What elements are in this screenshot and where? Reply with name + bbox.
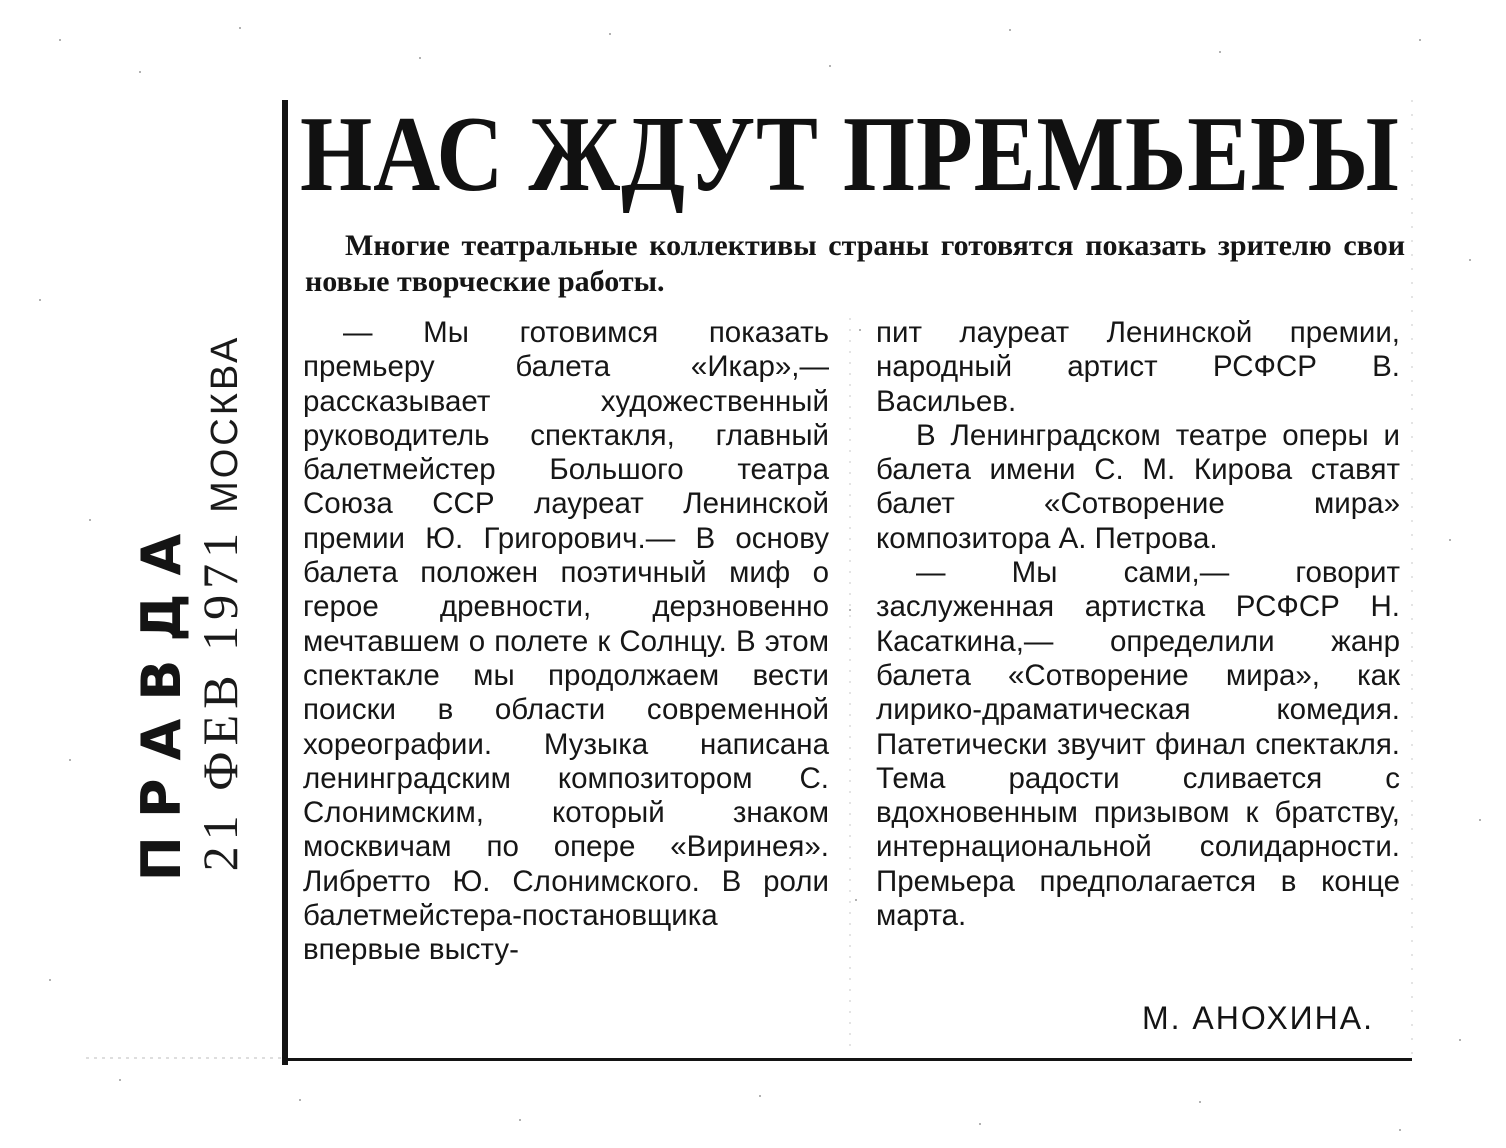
article-column-left — [303, 316, 829, 968]
stamp-newspaper-name: ПРАВДА — [130, 515, 193, 882]
clipping-left-rule — [282, 100, 288, 1065]
stamp-city: МОСКВА — [204, 334, 246, 513]
paragraph: пит лауреат Ленинской премии, народный артист РСФСР В. Васильев. — [876, 316, 1400, 418]
article-headline: НАС ЖДУТ ПРЕМЬЕРЫ — [300, 95, 1400, 214]
clipping-bottom-rule — [282, 1058, 1412, 1061]
article-column-right — [876, 316, 1400, 933]
stamp-date-line — [192, 334, 248, 882]
author-signature: М. АНОХИНА. — [1141, 1000, 1374, 1036]
paragraph: — Мы сами,— говорит заслуженная артистка РСФСР Н. Касаткина,— определили жанр балета «Сотворение мира», как лирико-драматическая комедия. Патетически звучит финал спектакля. Тема радости сливается с вдохновенным призывом к братству, интернациональной солидарности. Премьера предполагается в конце марта. — [876, 556, 1400, 933]
article-lead: Многие театральные коллективы страны готовятся показать зрителю свои новые творческие работы. — [305, 229, 1405, 298]
stamp-date: 21 ФЕВ 1971 — [192, 526, 248, 872]
paragraph: В Ленинградском театре оперы и балета имени С. М. Кирова ставят балет «Сотворение мира» композитора А. Петрова. — [876, 418, 1400, 555]
paragraph: — Мы готовимся показать премьеру балета «Икар»,— рассказывает художественный руководитель спектакля, главный балетмейстер Большого театра Союза ССР лауреат Ленинской премии Ю. Григорович.— В основу балета положен поэтичный миф о герое древности, дерзновенно мечтавшем о полете к Солнцу. В этом спектакле мы продолжаем вести поиски в области современной хореографии. Музыка написана ленинградским композитором С. Слонимским, который знаком москвичам по опере «Виринея». Либретто Ю. Слонимского. В роли балетмейстера-постановщика впервые высту- — [303, 316, 829, 967]
